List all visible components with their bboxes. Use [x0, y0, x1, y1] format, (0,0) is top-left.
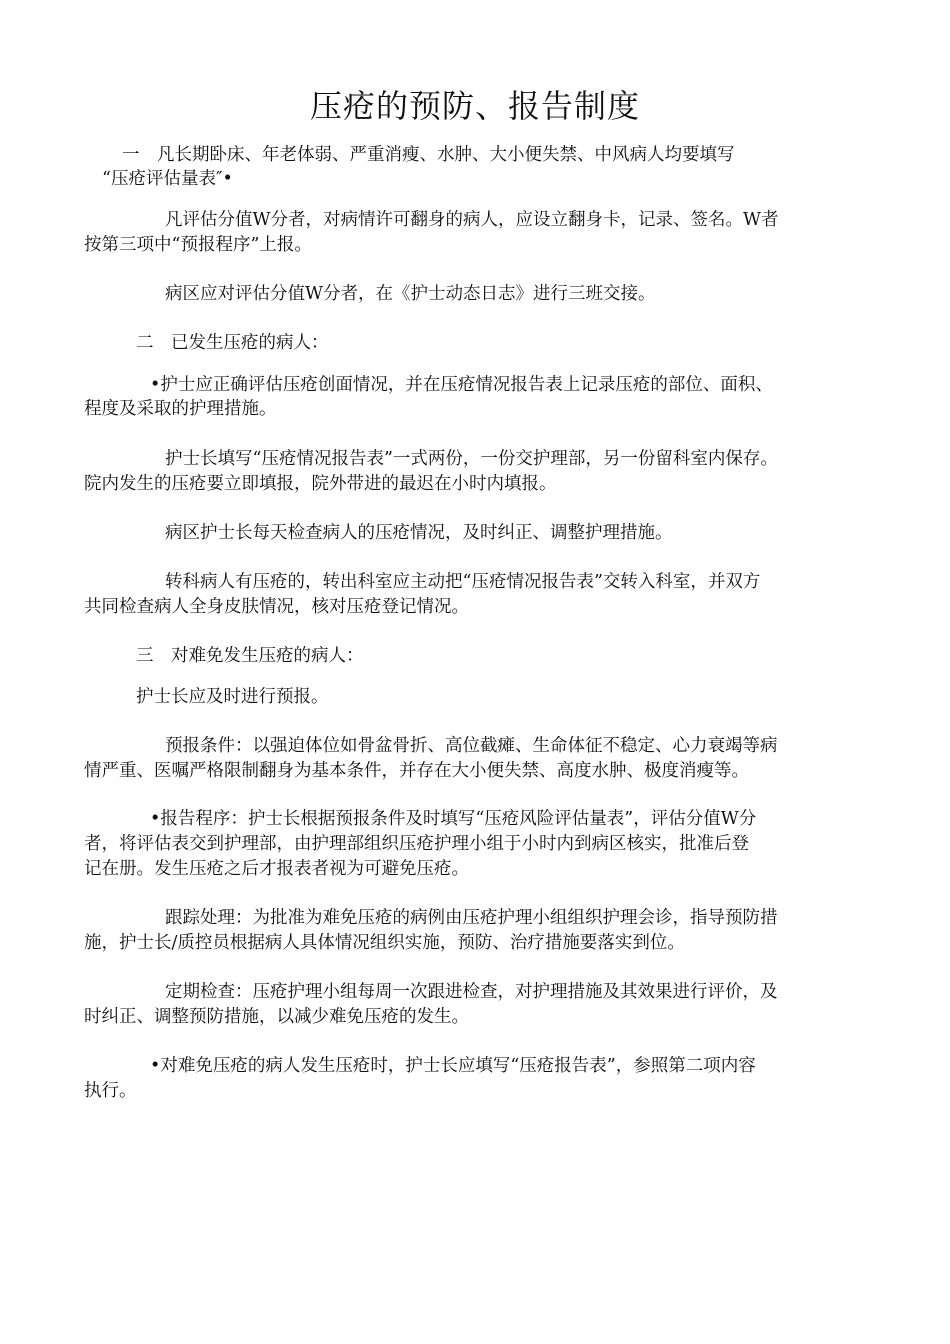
paragraph-line: “压疮评估量表″•	[102, 169, 233, 189]
paragraph-line: •护士应正确评估压疮创面情况，并在压疮情况报告表上记录压疮的部位、面积、	[150, 375, 773, 395]
paragraph-line: 执行。	[84, 1081, 137, 1101]
paragraph-line: 病区应对评估分值W分者，在《护士动态日志》进行三班交接。	[165, 284, 656, 304]
paragraph-line: 一 凡长期卧床、年老体弱、严重消瘦、水肿、大小便失禁、中风病人均要填写	[122, 145, 735, 165]
document-title: 压疮的预防、报告制度	[309, 87, 640, 125]
paragraph-line: 护士长应及时进行预报。	[136, 687, 329, 707]
paragraph-line: 病区护士长每天检查病人的压疮情况，及时纠正、调整护理措施。	[165, 523, 673, 543]
paragraph-line: 施，护士长/质控员根据病人具体情况组织实施，预防、治疗措施要落实到位。	[84, 933, 685, 953]
paragraph-line: •对难免压疮的病人发生压疮时，护士长应填写“压疮报告表”，参照第二项内容	[150, 1056, 756, 1076]
paragraph-line: 转科病人有压疮的，转出科室应主动把“压疮情况报告表”交转入科室，并双方	[165, 572, 761, 592]
paragraph-line: •报告程序：护士长根据预报条件及时填写“压疮风险评估量表”，评估分值W分	[150, 809, 757, 829]
paragraph-line: 共同检查病人全身皮肤情况，核对压疮登记情况。	[84, 597, 469, 617]
paragraph-line: 跟踪处理：为批准为难免压疮的病例由压疮护理小组组织护理会诊，指导预防措	[165, 908, 778, 928]
paragraph-line: 程度及采取的护理措施。	[84, 399, 277, 419]
paragraph-line: 院内发生的压疮要立即填报，院外带进的最迟在小时内填报。	[84, 474, 557, 494]
paragraph-line: 时纠正、调整预防措施，以减少难免压疮的发生。	[84, 1007, 469, 1027]
paragraph-line: 者，将评估表交到护理部，由护理部组织压疮护理小组于小时内到病区核实，批准后登	[84, 834, 749, 854]
section-heading: 三 对难免发生压疮的病人：	[136, 646, 364, 666]
paragraph-line: 按第三项中“预报程序”上报。	[84, 235, 312, 255]
paragraph-line: 定期检查：压疮护理小组每周一次跟进检查，对护理措施及其效果进行评价，及	[165, 982, 778, 1002]
section-heading: 二 已发生压疮的病人：	[136, 333, 329, 353]
paragraph-line: 护士长填写“压疮情况报告表”一式两份，一份交护理部，另一份留科室内保存。	[165, 449, 778, 469]
paragraph-line: 预报条件：以强迫体位如骨盆骨折、高位截瘫、生命体征不稳定、心力衰竭等病	[165, 736, 778, 756]
paragraph-line: 情严重、医嘱严格限制翻身为基本条件，并存在大小便失禁、高度水肿、极度消瘦等。	[84, 761, 749, 781]
paragraph-line: 记在册。发生压疮之后才报表者视为可避免压疮。	[84, 859, 469, 879]
paragraph-line: 凡评估分值W分者，对病情许可翻身的病人，应设立翻身卡，记录、签名。W者	[165, 210, 779, 230]
